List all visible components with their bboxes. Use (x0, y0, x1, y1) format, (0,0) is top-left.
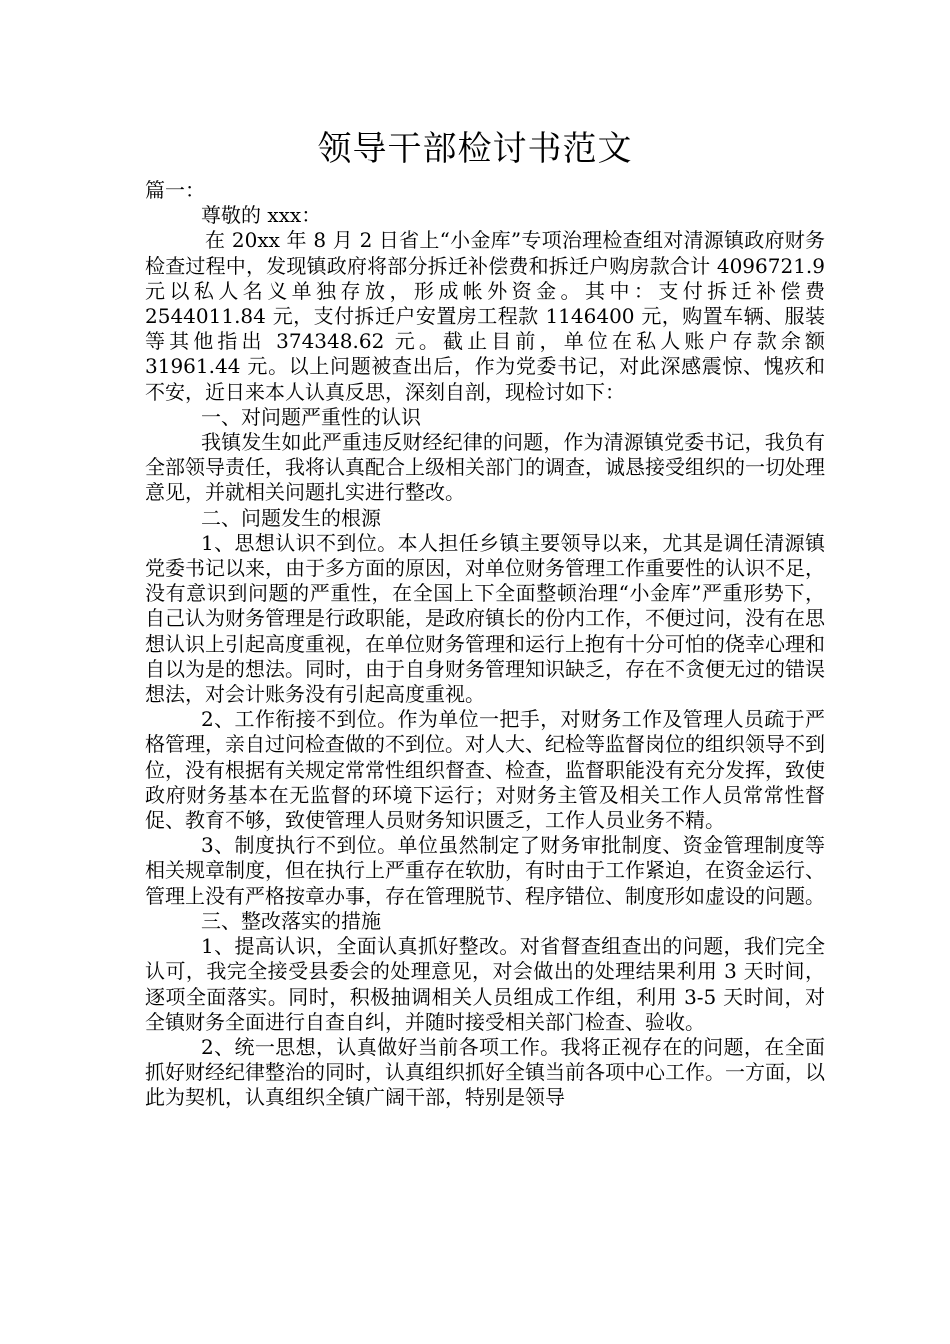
document-body (145, 178, 825, 1111)
paragraph-2-1: 1、思想认识不到位。本人担任乡镇主要领导以来，尤其是调任清源镇党委书记以来，由于多方面的原因，对单位财务管理工作重要性的认识不足，没有意识到问题的严重性，在全国上下全面整顿治理“小金库”严重形势下，自己认为财务管理是行政职能，是政府镇长的份内工作，不便过问，没有在思想认识上引起高度重视，在单位财务管理和运行上抱有十分可怕的侥幸心理和自以为是的想法。同时，由于自身财务管理知识缺乏，存在不贪便无过的错误想法，对会计账务没有引起高度重视。 (145, 530, 825, 707)
paragraph-1: 我镇发生如此严重违反财经纪律的问题，作为清源镇党委书记，我负有全部领导责任，我将认真配合上级相关部门的调查，诚恳接受组织的一切处理意见，并就相关问题扎实进行整改。 (145, 430, 825, 505)
document-title: 领导干部检讨书范文 (317, 129, 633, 169)
paragraph-intro: 在 20xx 年 8 月 2 日省上“小金库”专项治理检查组对清源镇政府财务检查过程中，发现镇政府将部分拆迁补偿费和拆迁户购房款合计 4096721.9 元以私人名义单独存放，形成帐外资金。其中：支付拆迁补偿费 2544011.84 元，支付拆迁户安置房工程款 1146400 元，购置车辆、服装等其他指出 374348.62 元。截止目前，单位在私人账户存款余额 31961.44 元。以上问题被查出后，作为党委书记，对此深感震惊、愧疚和不安，近日来本人认真反思，深刻自剖，现检讨如下： (145, 228, 825, 404)
paragraph-2-3: 3、制度执行不到位。单位虽然制定了财务审批制度、资金管理制度等相关规章制度，但在执行上严重存在软肋，有时由于工作紧迫，在资金运行、管理上没有严格按章办事，存在管理脱节、程序错位、制度形如虚设的问题。 (145, 833, 825, 908)
salutation: 尊敬的 xxx： (201, 203, 322, 228)
paragraph-3-1: 1、提高认识，全面认真抓好整改。对省督查组查出的问题，我们完全认可，我完全接受县委会的处理意见，对会做出的处理结果利用 3 天时间，逐项全面落实。同时，积极抽调相关人员组成工作组，利用 3-5 天时间，对全镇财务全面进行自查自纠，并随时接受相关部门检查、验收。 (145, 934, 825, 1034)
section-label: 篇一： (145, 178, 205, 202)
paragraph-2-2: 2、工作衔接不到位。作为单位一把手，对财务工作及管理人员疏于严格管理，亲自过问检查做的不到位。对人大、纪检等监督岗位的组织领导不到位，没有根据有关规定常常性组织督查、检查，监督职能没有充分发挥，致使政府财务基本在无监督的环境下运行；对财务主管及相关工作人员常常性督促、教育不够，致使管理人员财务知识匮乏，工作人员业务不精。 (145, 707, 825, 833)
heading-2: 二、问题发生的根源 (201, 505, 381, 530)
paragraph-3-2: 2、统一思想，认真做好当前各项工作。我将正视存在的问题，在全面抓好财经纪律整治的同时，认真组织抓好全镇当前各项中心工作。一方面，以此为契机，认真组织全镇广阔干部，特别是领导 (145, 1034, 825, 1110)
heading-3: 三、整改落实的措施 (201, 908, 381, 933)
heading-1: 一、对问题严重性的认识 (201, 404, 421, 429)
